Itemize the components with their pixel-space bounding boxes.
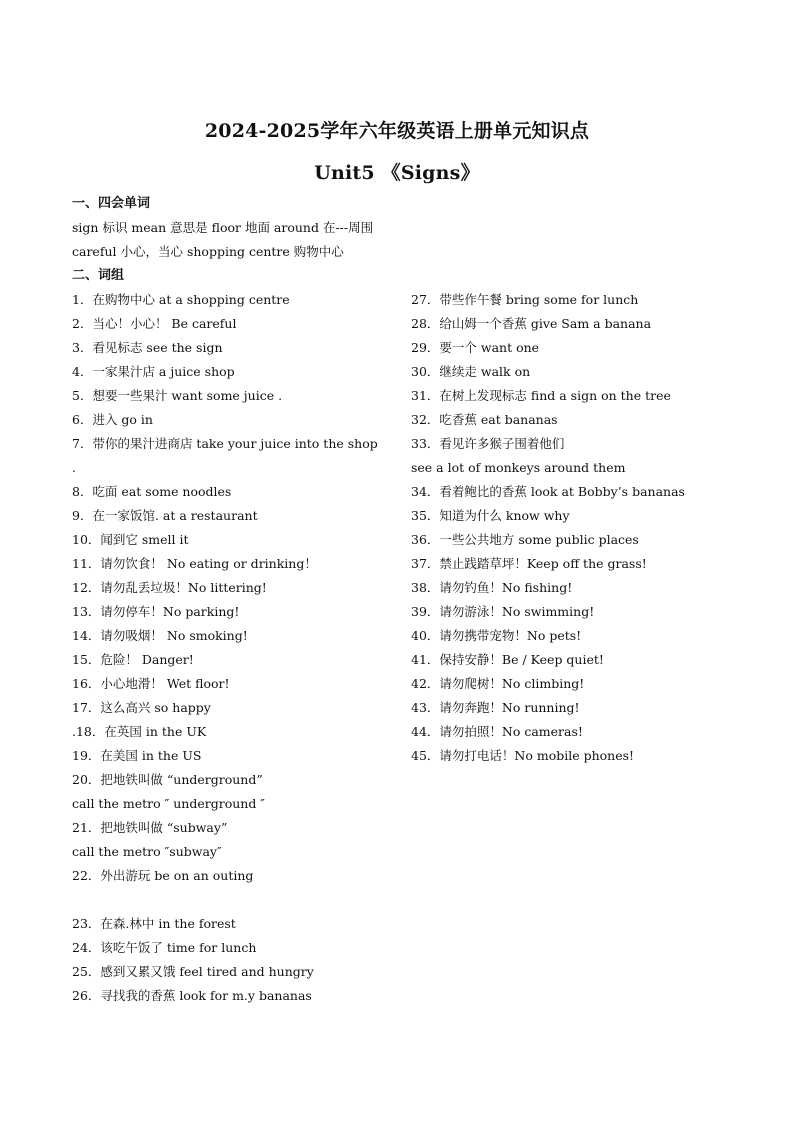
document-subtitle: Unit5 《Signs》 [314,162,480,184]
phrase-item: call the metro ″ underground ″ [72,796,265,811]
phrase-item: 6．进入 go in [72,412,153,427]
phrase-item: .18．在英国 in the UK [72,724,207,739]
phrase-item: 28．给山姆一个香蕉 give Sam a banana [411,316,652,331]
phrase-item: call the metro ″subway″ [72,844,222,859]
phrase-item: 2．当心！小心！ Be careful [72,316,237,331]
phrase-item: 42．请勿爬树！No climbing! [411,676,585,691]
phrase-item: 36．一些公共地方 some public places [411,532,639,547]
phrase-item: 4．一家果汁店 a juice shop [72,364,235,379]
phrase-item: 34．看着鲍比的香蕉 look at Bobby’s bananas [411,484,685,499]
phrase-item: 24．该吃午饭了 time for lunch [72,940,257,955]
phrase-item: 12．请勿乱丢垃圾！No littering! [72,580,267,595]
phrase-item: 38．请勿钓鱼！No fishing! [411,580,573,595]
phrase-item: 3．看见标志 see the sign [72,340,223,355]
phrase-item: 1．在购物中心 at a shopping centre [72,292,290,307]
section-heading-words: 一、四会单词 [72,196,151,211]
words-line-2: careful 小心，当心 shopping centre 购物中心 [72,244,344,259]
phrase-item: 5．想要一些果汁 want some juice . [72,388,283,403]
phrase-item: 7．带你的果汁进商店 take your juice into the shop [72,436,378,451]
phrase-item: 30．继续走 walk on [411,364,531,379]
phrase-item: 21．把地铁叫做 “subway” [72,820,228,835]
phrase-item: see a lot of monkeys around them [411,460,626,475]
phrase-item: 23．在森.林中 in the forest [72,916,236,931]
phrase-item: 11．请勿饮食！ No eating or drinking！ [72,556,317,571]
phrase-item: 27．带些作午餐 bring some for lunch [411,292,639,307]
phrase-item: 14．请勿吸烟！ No smoking! [72,628,248,643]
phrase-item: 35．知道为什么 know why [411,508,570,523]
section-heading-phrases: 二、词组 [72,268,125,283]
phrase-item: 39．请勿游泳！No swimming! [411,604,595,619]
phrase-item: 33．看见许多猴子围着他们 [411,436,565,451]
phrase-item: 32．吃香蕉 eat bananas [411,412,558,427]
phrase-item: 17．这么高兴 so happy [72,700,211,715]
phrase-item: 13．请勿停车！No parking! [72,604,240,619]
document-title: 2024-2025学年六年级英语上册单元知识点 [204,120,590,142]
phrase-item: 10．闻到它 smell it [72,532,189,547]
phrase-item: 22．外出游玩 be on an outing [72,868,254,883]
phrase-item: 25．感到又累又饿 feel tired and hungry [72,964,314,979]
phrase-item: 31．在树上发现标志 find a sign on the tree [411,388,671,403]
words-line-1: sign 标识 mean 意思是 floor 地面 around 在---周围 [72,220,374,235]
phrase-item: 29．要一个 want one [411,340,540,355]
phrase-item: 26．寻找我的香蕉 look for m.y bananas [72,988,312,1003]
phrase-item: 45．请勿打电话！No mobile phones! [411,748,635,763]
phrase-item: 44．请勿拍照！No cameras! [411,724,583,739]
phrase-item: 19．在美国 in the US [72,748,202,763]
phrase-item: 40．请勿携带宠物！No pets! [411,628,582,643]
phrase-item: 43．请勿奔跑！No running! [411,700,580,715]
phrase-item: 8．吃面 eat some noodles [72,484,232,499]
phrase-item: 37．禁止践踏草坪！Keep off the grass! [411,556,647,571]
phrase-item: 16．小心地滑！ Wet floor! [72,676,230,691]
phrase-item: 9．在一家饭馆. at a restaurant [72,508,258,523]
phrase-item: 41．保持安静！Be / Keep quiet! [411,652,604,667]
phrase-item: . [72,460,76,475]
phrase-item: 20．把地铁叫做 “underground” [72,772,263,787]
phrase-item: 15．危险！ Danger! [72,652,194,667]
